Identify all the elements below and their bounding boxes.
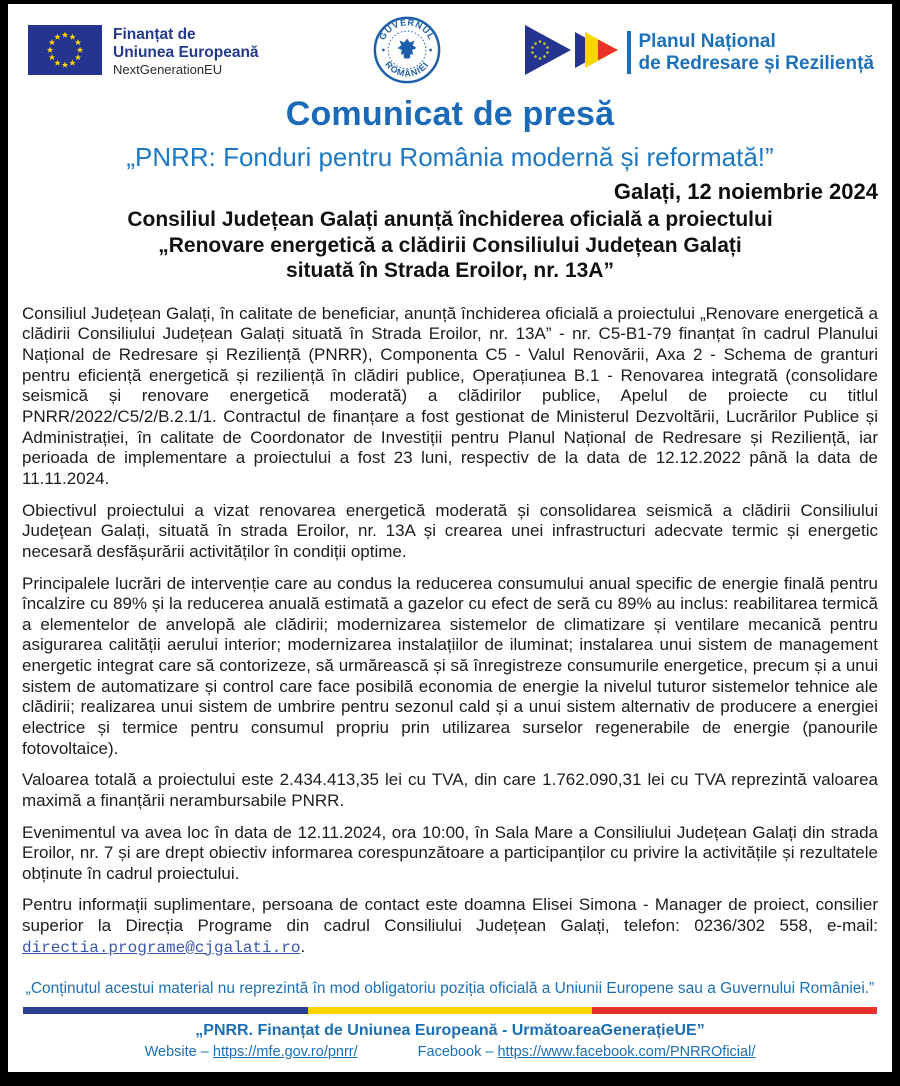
eu-funding-line1: Finanțat de	[113, 26, 196, 44]
paragraph-works: Principalele lucrări de intervenție care au condus la reducerea consumului anual specific de energie finală pentru încalzire cu 89% și la reducerea anuală estimată a gazelor cu efect de seră cu 89% au inclus: reabilitarea termică a elementelor de anvelopă ale clădirii; modernizarea sistemelor de climatizare și ventilare mecanică pentru asigurarea calității aerului interior; modernizarea instalațiilor de iluminat; instalarea unui sistem de management energetic integrat care să contorizeze, să urmărească și să înregistreze consumurile energetice, precum și a unui sistem de automatizare și control care face posibilă economia de energie la nivelul tuturor sistemelor tehnice ale clădirii; realizarea unui sistem de umbrire pentru sezonul cald și a unui sistem alternativ de producere a energiei electrice și termice pentru consumul propriu prin utilizarea surselor regenerabile de energie (panourile fotovoltaice).	[22, 573, 878, 758]
press-release-body	[8, 304, 892, 958]
header	[8, 4, 892, 91]
pnrr-tagline: „PNRR. Finanțat de Uniunea Europeană - UrmătoareaGenerațieUE”	[195, 1022, 705, 1039]
tricolor-blue-segment	[23, 1007, 308, 1014]
website-label: Website –	[144, 1044, 213, 1060]
facebook-link-wrap	[418, 1044, 756, 1060]
romanian-tricolor-bar	[23, 1007, 877, 1014]
project-heading-line2: „Renovare energetică a clădirii Consiliului Județean Galați	[158, 233, 742, 257]
page-subtitle: „PNRR: Fonduri pentru România modernă și reformată!”	[126, 142, 774, 172]
romanian-government-seal-icon	[373, 16, 441, 89]
paragraph-objective: Obiectivul proiectului a vizat renovarea energetică moderată și consolidarea seismică a clădirii Consiliului Județean Galați, situată în strada Eroilor, nr. 13A și crearea unei infrastructuri adecvate termic și energetic necesară desfășurării activităților în condiții optime.	[22, 500, 878, 561]
project-heading-line1: Consiliul Județean Galați anunță închiderea oficială a proiectului	[127, 208, 773, 231]
contact-text: Pentru informații suplimentare, persoana de contact este doamna Elisei Simona - Manager de proiect, consilier superior la Direcția Programe din cadrul Consiliului Județean Galați, telefon: 0236/302 558, e-mail:	[22, 895, 878, 936]
facebook-url-link[interactable]: https://www.facebook.com/PNRROficial/	[497, 1044, 756, 1060]
eu-funding-text	[113, 26, 259, 79]
website-url-link[interactable]: https://mfe.gov.ro/pnrr/	[212, 1044, 358, 1060]
contact-text-end: .	[300, 936, 306, 956]
pnrr-logo	[525, 24, 875, 81]
eu-funding-line3: NextGenerationEU	[113, 61, 223, 77]
svg-text:GUVERNUL: GUVERNUL	[376, 17, 437, 42]
pnrr-arrows-icon	[525, 24, 621, 81]
contact-email-link[interactable]: directia.programe@cjgalati.ro	[22, 938, 301, 957]
eu-flag-icon	[28, 25, 102, 80]
paragraph-value: Valoarea totală a proiectului este 2.434.413,35 lei cu TVA, din care 1.762.090,31 lei cu TVA reprezintă valoarea maximă a finanțării nerambursabile PNRR.	[22, 770, 878, 810]
page-title: Comunicat de presă	[285, 95, 615, 133]
paragraph-event: Evenimentul va avea loc în data de 12.11.2024, ora 10:00, în Sala Mare a Consiliului Județean Galați din strada Eroilor, nr. 7 și are drept obiectiv informarea corespunzătoare a participanților cu privire la activitățile și rezultatele obținute în cadrul proiectului.	[22, 822, 878, 883]
footer-links	[8, 1044, 892, 1060]
eu-funding-line2: Uniunea Europeană	[113, 44, 259, 62]
pnrr-logo-line1: Planul Național	[638, 31, 776, 53]
tricolor-red-segment	[592, 1007, 877, 1014]
tricolor-yellow-segment	[308, 1007, 593, 1014]
svg-text:ROMÂNIEI: ROMÂNIEI	[382, 59, 431, 79]
pnrr-logo-line2: de Redresare și Reziliență	[638, 52, 874, 74]
paragraph-contact	[22, 895, 878, 958]
disclaimer-text: „Conținutul acestui material nu reprezintă în mod obligatoriu poziția oficială a Uniunii Europene sau a Guvernului României.”	[25, 980, 875, 997]
dateline: Galați, 12 noiembrie 2024	[613, 179, 878, 204]
paragraph-project-closure: Consiliul Județean Galați, în calitate de beneficiar, anunță închiderea oficială a proiectului „Renovare energetică a clădirii Consiliului Județean Galați situată în Strada Eroilor, nr. 13A” - nr. C5-B1-79 finanțat în cadrul Planului Național de Redresare și Reziliență (PNRR), Componenta C5 - Valul Renovării, Axa 2 - Schema de granturi pentru eficiență energetică și reziliență în clădiri publice, Operațiunea B.1 - Renovarea integrată (consolidare seismică și renovare energetică moderată) a clădirilor publice, Apelul de proiecte cu titlul PNRR/2022/C5/2/B.2.1/1. Contractul de finanțare a fost gestionat de Ministerul Dezvoltării, Lucrărilor Publice și Administrației, în calitate de Coordonator de Investiții pentru Planul Național de Redresare și Reziliență, iar perioada de implementare a proiectului a fost 23 luni, respectiv de la data de 12.12.2022 până la data de 11.11.2024.	[22, 303, 878, 488]
website-link-wrap	[145, 1044, 358, 1060]
facebook-label: Facebook –	[417, 1044, 498, 1060]
eu-funding-logo	[28, 25, 259, 80]
project-heading-line3: situată în Strada Eroilor, nr. 13A”	[286, 259, 614, 283]
pnrr-logo-text	[627, 31, 875, 74]
footer	[8, 980, 892, 1072]
project-heading	[8, 207, 892, 284]
